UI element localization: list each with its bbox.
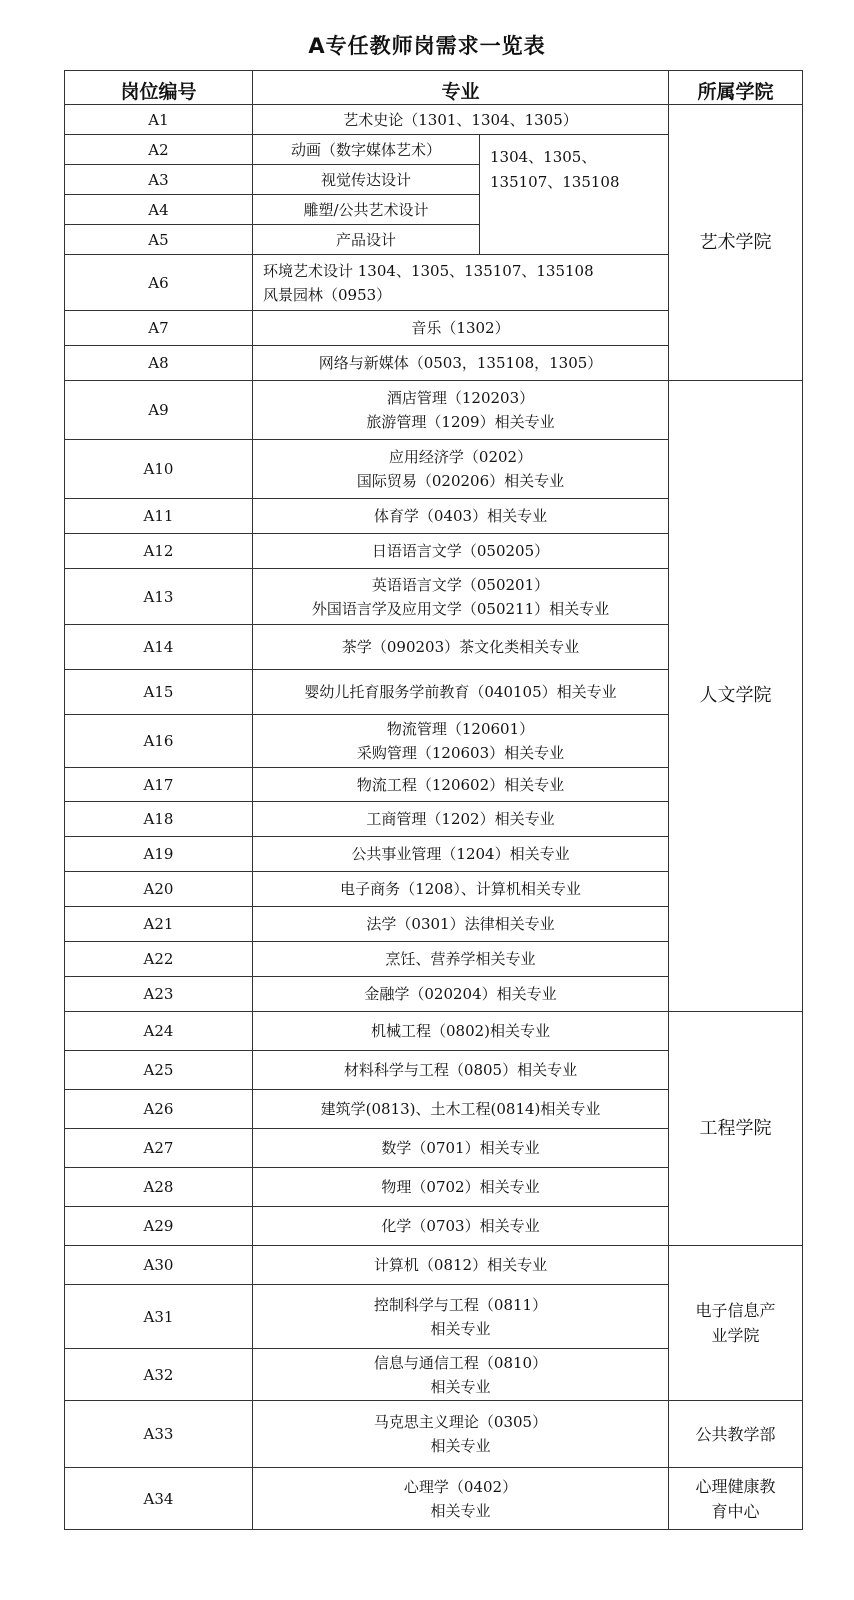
- row-code: A7: [65, 311, 253, 346]
- row-major: 艺术史论（1301、1304、1305）: [253, 105, 669, 135]
- row-code: A19: [65, 837, 253, 872]
- row-major: 英语语言文学（050201） 外国语言学及应用文学（050211）相关专业: [253, 569, 669, 625]
- row-major: 计算机（0812）相关专业: [253, 1246, 669, 1285]
- row-major: 工商管理（1202）相关专业: [253, 802, 669, 837]
- college-electronic: 电子信息产 业学院: [669, 1246, 803, 1401]
- row-major: 环境艺术设计 1304、1305、135107、135108 风景园林（0953）: [253, 255, 669, 311]
- row-code: A4: [65, 195, 253, 225]
- row-code: A18: [65, 802, 253, 837]
- row-code: A13: [65, 569, 253, 625]
- row-major: 应用经济学（0202） 国际贸易（020206）相关专业: [253, 440, 669, 499]
- row-major: 物流工程（120602）相关专业: [253, 768, 669, 802]
- row-major: 视觉传达设计: [253, 165, 480, 195]
- row-code: A8: [65, 346, 253, 381]
- row-major: 体育学（0403）相关专业: [253, 499, 669, 534]
- row-major: 金融学（020204）相关专业: [253, 977, 669, 1012]
- row-code: A1: [65, 105, 253, 135]
- row-code: A12: [65, 534, 253, 569]
- row-major: 雕塑/公共艺术设计: [253, 195, 480, 225]
- row-major: 化学（0703）相关专业: [253, 1207, 669, 1246]
- header-code: 岗位编号: [65, 71, 253, 105]
- row-code: A20: [65, 872, 253, 907]
- table-row: [65, 1246, 803, 1285]
- row-code: A9: [65, 381, 253, 440]
- row-code: A6: [65, 255, 253, 311]
- row-major: 产品设计: [253, 225, 480, 255]
- row-code: A21: [65, 907, 253, 942]
- row-code: A17: [65, 768, 253, 802]
- row-code: A27: [65, 1129, 253, 1168]
- row-major: 茶学（090203）茶文化类相关专业: [253, 625, 669, 670]
- college-engineering: 工程学院: [669, 1012, 803, 1246]
- row-major: 电子商务（1208）、计算机相关专业: [253, 872, 669, 907]
- header-college: 所属学院: [669, 71, 803, 105]
- row-code: A5: [65, 225, 253, 255]
- row-major: 机械工程（0802)相关专业: [253, 1012, 669, 1051]
- table-row: [65, 1401, 803, 1468]
- shared-major-a2-a5: 1304、1305、 135107、135108: [480, 135, 669, 255]
- college-public: 公共教学部: [669, 1401, 803, 1468]
- row-major: 数学（0701）相关专业: [253, 1129, 669, 1168]
- row-major: 网络与新媒体（0503，135108，1305）: [253, 346, 669, 381]
- row-code: A30: [65, 1246, 253, 1285]
- row-major: 控制科学与工程（0811） 相关专业: [253, 1285, 669, 1349]
- row-code: A10: [65, 440, 253, 499]
- row-code: A32: [65, 1349, 253, 1401]
- row-major: 物流管理（120601） 采购管理（120603）相关专业: [253, 715, 669, 768]
- row-major: 日语语言文学（050205）: [253, 534, 669, 569]
- row-code: A2: [65, 135, 253, 165]
- table-row: [65, 1468, 803, 1530]
- college-art: 艺术学院: [669, 105, 803, 381]
- college-psych: 心理健康教 育中心: [669, 1468, 803, 1530]
- job-requirements-table: [64, 70, 803, 1530]
- table-row: [65, 381, 803, 440]
- row-major: 建筑学(0813)、土木工程(0814)相关专业: [253, 1090, 669, 1129]
- college-humanities: 人文学院: [669, 381, 803, 1012]
- row-code: A3: [65, 165, 253, 195]
- row-code: A22: [65, 942, 253, 977]
- row-major: 酒店管理（120203） 旅游管理（1209）相关专业: [253, 381, 669, 440]
- row-code: A11: [65, 499, 253, 534]
- row-major: 音乐（1302）: [253, 311, 669, 346]
- row-code: A28: [65, 1168, 253, 1207]
- row-code: A25: [65, 1051, 253, 1090]
- row-code: A15: [65, 670, 253, 715]
- row-major: 婴幼儿托育服务学前教育（040105）相关专业: [253, 670, 669, 715]
- table-row: [65, 1012, 803, 1051]
- row-code: A14: [65, 625, 253, 670]
- page-title: A专任教师岗需求一览表: [308, 34, 546, 58]
- header-major: 专业: [253, 71, 669, 105]
- row-major: 动画（数字媒体艺术）: [253, 135, 480, 165]
- row-code: A29: [65, 1207, 253, 1246]
- row-code: A16: [65, 715, 253, 768]
- row-major: 烹饪、营养学相关专业: [253, 942, 669, 977]
- row-major: 材料科学与工程（0805）相关专业: [253, 1051, 669, 1090]
- row-major: 马克思主义理论（0305） 相关专业: [253, 1401, 669, 1468]
- table-row: [65, 105, 803, 135]
- row-code: A34: [65, 1468, 253, 1530]
- row-major: 公共事业管理（1204）相关专业: [253, 837, 669, 872]
- row-major: 法学（0301）法律相关专业: [253, 907, 669, 942]
- row-code: A33: [65, 1401, 253, 1468]
- row-code: A31: [65, 1285, 253, 1349]
- row-major: 物理（0702）相关专业: [253, 1168, 669, 1207]
- row-code: A26: [65, 1090, 253, 1129]
- row-major: 心理学（0402） 相关专业: [253, 1468, 669, 1530]
- row-major: 信息与通信工程（0810） 相关专业: [253, 1349, 669, 1401]
- row-code: A23: [65, 977, 253, 1012]
- row-code: A24: [65, 1012, 253, 1051]
